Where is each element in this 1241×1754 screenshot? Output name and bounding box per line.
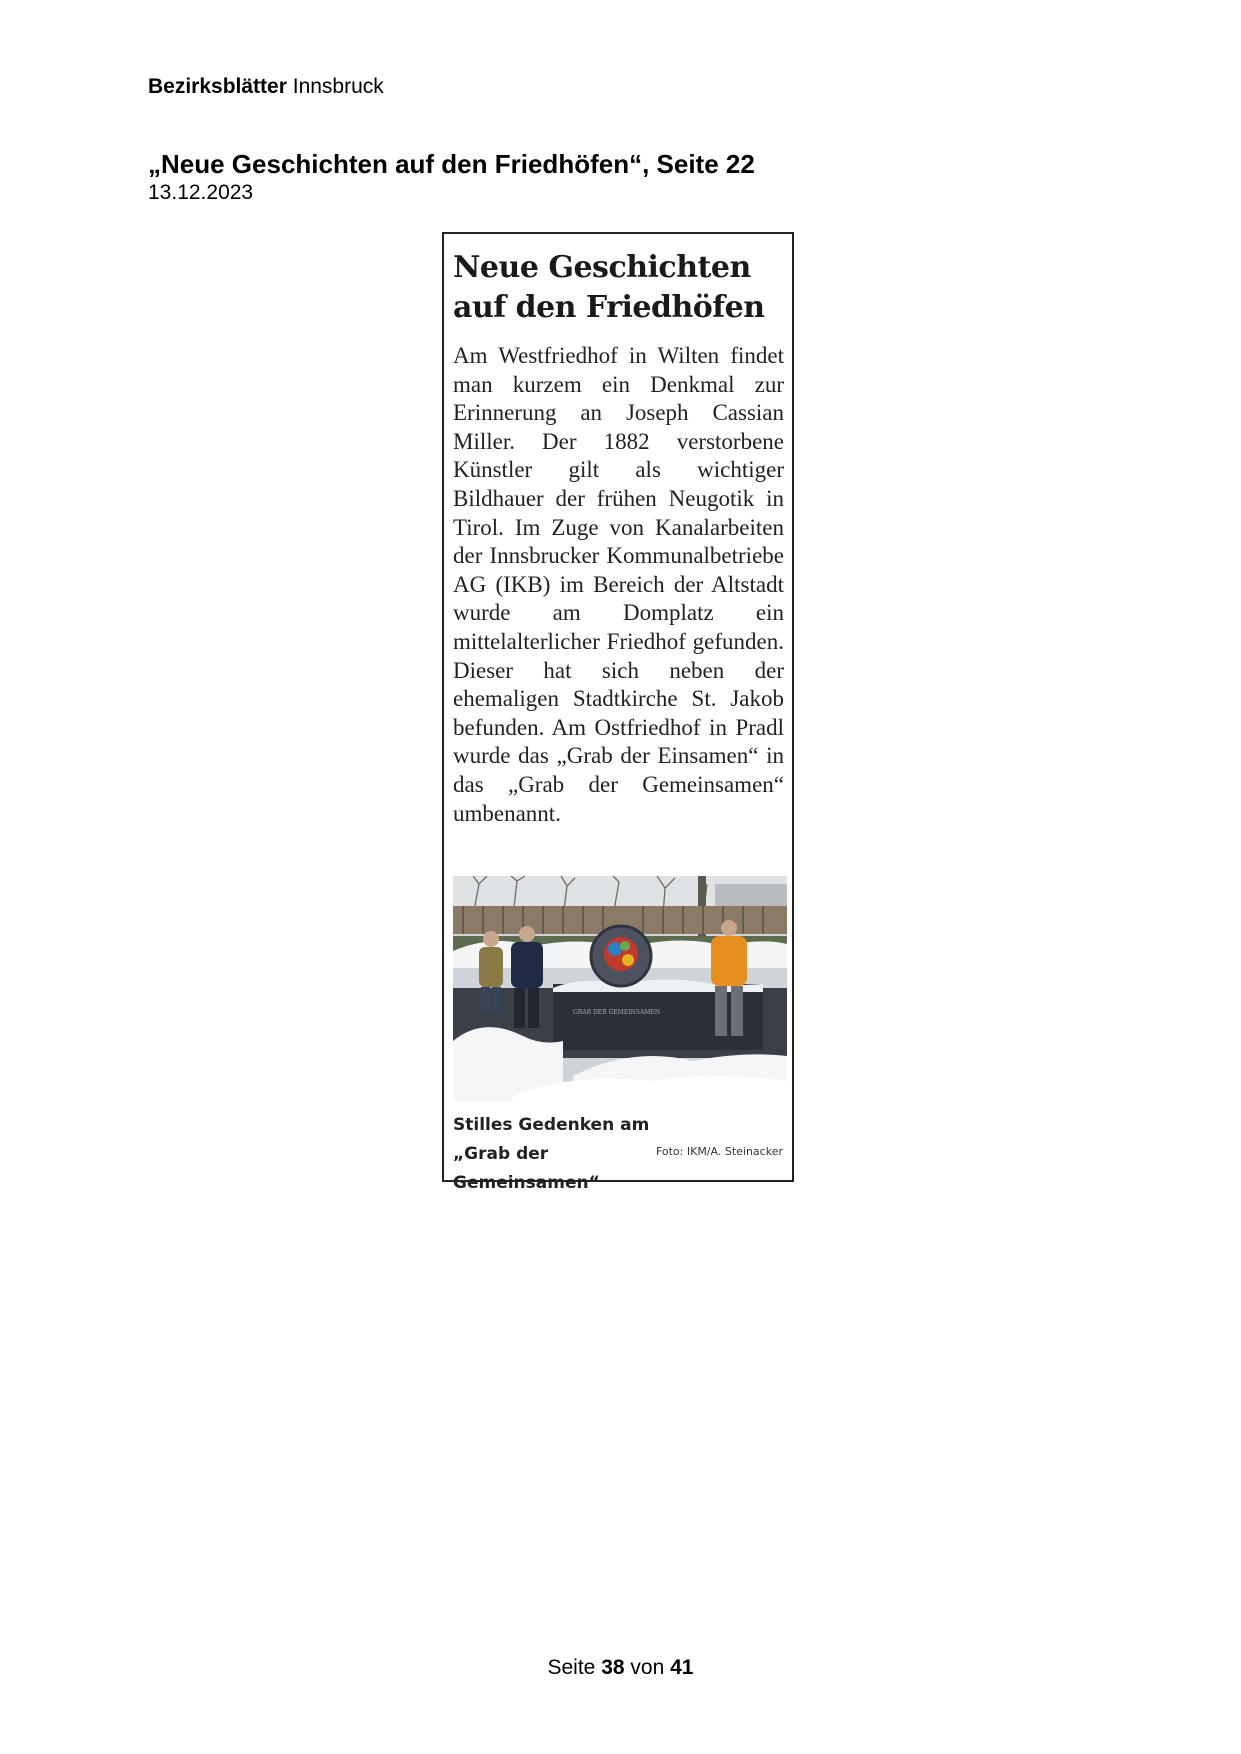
publication-region: Innsbruck	[292, 75, 384, 98]
footer-separator: von	[630, 1656, 665, 1679]
photo-credit: Foto: IKM/A. Steinacker	[655, 1145, 783, 1158]
total-pages-number: 41	[670, 1656, 694, 1679]
document-title: „Neue Geschichten auf den Friedhöfen“, Seite 22	[148, 149, 755, 179]
cemetery-photo-illustration	[453, 876, 787, 1101]
document-date: 13.12.2023	[148, 181, 254, 204]
clipping-headline	[453, 248, 783, 328]
publication-name: Bezirksblätter	[148, 75, 287, 98]
clipping-headline-line2: auf den Friedhöfen	[453, 290, 765, 325]
clipping-photo	[453, 876, 787, 1101]
clipping-body: Am Westfriedhof in Wilten findet man kurzem ein Denkmal zur Erinnerung an Joseph Cassian Miller. Der 1882 verstorbene Künstler gilt als wichtiger Bildhauer der frühen Neugotik in Tirol. Im Zuge von Kanalarbeiten der Innsbrucker Kommunalbetriebe AG (IKB) im Bereich der Altstadt wurde am Domplatz ein mittelalterlicher Friedhof gefunden. Dieser hat sich neben der ehemaligen Stadtkirche St. Jakob befunden. Am Ostfriedhof in Pradl wurde das „Grab der Einsamen“ in das „Grab der Gemeinsamen“ umbenannt.	[453, 343, 784, 826]
svg-text:GRAB DER GEMEINSAMEN: GRAB DER GEMEINSAMEN	[573, 1009, 661, 1016]
photo-caption: Stilles Gedenken am „Grab der Gemeinsamen“	[453, 1115, 650, 1193]
source-line	[148, 74, 384, 100]
footer-prefix: Seite	[547, 1656, 596, 1679]
clipping-headline-line1: Neue Geschichten	[453, 250, 751, 285]
newspaper-clipping	[442, 232, 794, 1193]
current-page-number: 38	[601, 1656, 625, 1679]
page-footer	[0, 1656, 1241, 1680]
